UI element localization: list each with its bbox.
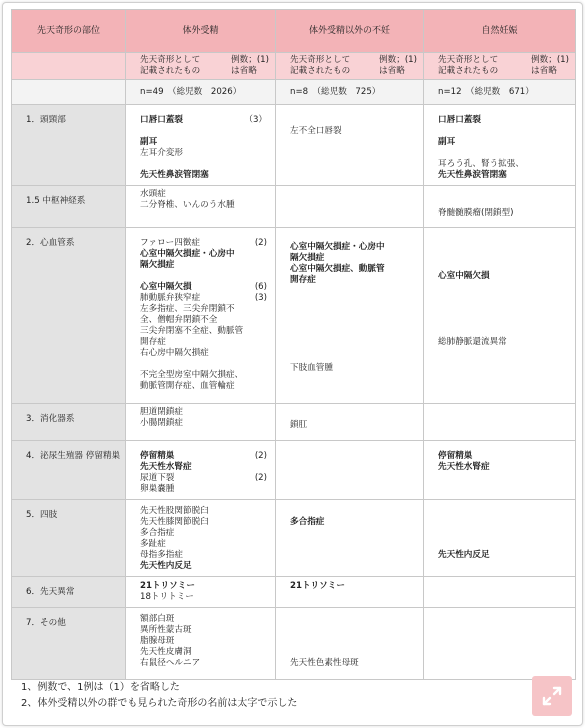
spacer [438,282,567,293]
anomaly-name: 先天性鼻涙管閉塞 [438,170,507,180]
cell-ivf [126,577,276,608]
anomaly-entry [140,528,267,539]
anomaly-entry [290,275,415,286]
cell-infertile [276,404,424,441]
header-natural: 自然妊娠 [424,10,576,53]
cell-ivf [126,441,276,500]
count-ivf-text: n=49 （総児数 2026） [140,86,242,97]
footnotes [21,680,297,712]
anomaly-name: 先天性股関節脱臼 [140,506,209,516]
anomaly-entry [140,625,267,636]
case-count: (2) [254,473,267,483]
subheader-a2: 記載されたもの [290,66,351,76]
anomaly-name: 21トリソミー [290,581,345,591]
anomaly-entry [140,539,267,550]
cell-natural [424,441,576,500]
subheader-b1: 例数；(1) [231,55,269,65]
subheader-a1: 先天奇形として [438,55,499,65]
anomaly-entry [438,137,567,148]
counts-row [12,80,576,105]
row-head-neck [12,105,576,186]
spacer [290,409,415,420]
anomaly-entry [438,159,567,170]
anomaly-entry [290,126,415,137]
count-infertile [276,80,424,105]
row-label: 1．頭頸部 [12,105,126,186]
subheader-a1: 先天奇形として [290,55,351,65]
cell-natural [424,186,576,228]
spacer [290,636,415,647]
row-label: 3．消化器系 [12,404,126,441]
spacer [438,238,567,249]
anomaly-name: 左不全口唇裂 [290,126,342,136]
anomaly-entry [140,658,267,669]
subheader-a1: 先天奇形として [140,55,201,65]
anomaly-entry [140,517,267,528]
cell-ivf [126,186,276,228]
subheader-empty [12,53,126,80]
spacer [140,126,267,137]
cell-ivf [126,105,276,186]
anomaly-entry [290,420,415,431]
expand-arrows-icon [540,684,564,708]
row-limbs [12,500,576,577]
anomaly-name: 開存症 [140,337,166,347]
anomaly-name: 口唇口蓋裂 [140,115,183,125]
anomaly-entry [140,484,267,495]
spacer [140,271,267,282]
cell-infertile [276,105,424,186]
anomaly-entry [438,451,567,462]
counts-empty [12,80,126,105]
row-label: 6．先天異常 [12,577,126,608]
cell-ivf [126,608,276,680]
footnote-2: 2、体外受精以外の群でも見られた奇形の名前は太字で示した [21,698,298,709]
subheader-a2: 記載されたもの [140,66,201,76]
anomaly-name: 先天性内反足 [140,561,192,571]
spacer [438,506,567,517]
anomaly-name: 心室中隔欠損症・心房中 [290,242,385,252]
row-label: 4．泌尿生殖器 停留精巣 [12,441,126,500]
anomaly-name: 心室中隔欠損 [438,271,490,281]
cell-natural [424,500,576,577]
cell-ivf [126,228,276,404]
anomaly-entry [140,189,267,200]
header-infertile: 体外受精以外の不妊 [276,10,424,53]
case-count: (6) [254,282,267,292]
count-natural [424,80,576,105]
anomaly-name: 水頭症 [140,189,166,199]
anomaly-name: 全、僧帽弁閉鎖不全 [140,315,218,325]
anomaly-name: 先天性内反足 [438,550,490,560]
anomaly-entry [140,315,267,326]
anomaly-name: 多合指症 [290,517,325,527]
anomaly-entry [140,260,267,271]
row-cardio [12,228,576,404]
case-count: （3） [244,115,267,125]
anomaly-entry [140,293,267,304]
spacer [140,159,267,170]
anomaly-name: 停留精巣 [140,451,175,461]
row-label: 1.5 中枢神経系 [12,186,126,228]
anomaly-entry [140,418,267,429]
case-count: (2) [254,451,267,461]
row-cns [12,186,576,228]
anomaly-entry [140,304,267,315]
anomaly-entry [438,462,567,473]
anomaly-name: 脊髄髄膜瘤(閉鎖型) [438,208,514,218]
cell-natural [424,404,576,441]
anomaly-entry [140,170,267,181]
spacer [290,319,415,330]
subheader-b1: 例数；(1) [379,55,417,65]
spacer [290,115,415,126]
anomaly-name: 右鼠径ヘルニア [140,658,201,668]
anomaly-name: 三尖弁閉塞不全症、動脈管 [140,326,244,336]
table-subheader-row [12,53,576,80]
spacer [438,517,567,528]
anomaly-name: 母指多指症 [140,550,183,560]
anomaly-name: 不完全型房室中隔欠損症、 [140,370,244,380]
spacer [438,260,567,271]
anomaly-name: 先天性水腎症 [438,462,490,472]
spacer [438,293,567,304]
anomaly-entry [290,253,415,264]
row-digestive [12,404,576,441]
anomaly-entry [140,238,267,249]
cell-infertile [276,608,424,680]
cell-ivf [126,500,276,577]
subheader-ivf [126,53,276,80]
cell-natural [424,228,576,404]
anomaly-entry [140,592,267,603]
count-natural-text: n=12 （総児数 671） [438,86,534,97]
count-infertile-text: n=8 （総児数 725） [290,86,381,97]
cell-natural [424,608,576,680]
anomaly-entry [140,370,267,381]
anomaly-entry [140,550,267,561]
anomaly-name: 脂腺母斑 [140,636,175,646]
anomaly-name: 肺動脈弁狭窄症 [140,293,201,303]
anomaly-entry [438,550,567,561]
anomaly-name: 先天性膝関節脱臼 [140,517,209,527]
anomaly-name: 動脈管開存症、血管輪症 [140,381,235,391]
spacer [438,126,567,137]
cell-infertile [276,441,424,500]
anomaly-entry [290,658,415,669]
anomaly-name: 先天性水腎症 [140,462,192,472]
spacer [290,330,415,341]
anomaly-name: 卵巣嚢腫 [140,484,175,494]
anomaly-name: 総肺静脈還流異常 [438,337,507,347]
cell-natural [424,105,576,186]
anomaly-name: 胆道閉鎖症 [140,407,183,417]
anomaly-entry [438,115,567,126]
anomaly-name: 下肢血管腫 [290,363,333,373]
anomaly-name: 停留精巣 [438,451,473,461]
cell-natural [424,577,576,608]
spacer [290,297,415,308]
anomaly-name: 鎖肛 [290,420,308,430]
anomaly-name: 心室中隔欠損症・心房中 [140,249,235,259]
spacer [290,625,415,636]
anomaly-entry [290,363,415,374]
spacer [438,197,567,208]
anomaly-name: 隔欠損症 [140,260,175,270]
cell-infertile [276,500,424,577]
anomaly-entry [140,348,267,359]
subheader-b2: は省略 [379,66,405,76]
row-label: 7．その他 [12,608,126,680]
subheader-b2: は省略 [231,66,257,76]
spacer [438,148,567,159]
anomaly-name: 隔欠損症 [290,253,325,263]
anomaly-entry [140,462,267,473]
row-other [12,608,576,680]
anomaly-name: 多合指症 [140,528,175,538]
anomaly-entry [140,282,267,293]
cell-infertile [276,577,424,608]
anomaly-entry [140,473,267,484]
row-chromosomal [12,577,576,608]
anomaly-entry [438,208,567,219]
row-uro [12,441,576,500]
anomaly-entry [290,517,415,528]
anomaly-name: 開存症 [290,275,316,285]
anomaly-name: 心室中隔欠損 [140,282,192,292]
table-header-row [12,10,576,53]
anomaly-entry [438,337,567,348]
case-count: (3) [254,293,267,303]
anomaly-name: 口唇口蓋裂 [438,115,481,125]
spacer [140,359,267,370]
anomaly-name: 先天性色素性母斑 [290,658,359,668]
anomaly-name: 先天性鼻涙管閉塞 [140,170,209,180]
anomaly-entry [140,337,267,348]
cell-ivf [126,404,276,441]
spacer [290,352,415,363]
anomaly-name: ファロー四徴症 [140,238,200,248]
spacer [290,286,415,297]
anomaly-table [11,9,576,680]
spacer [438,315,567,326]
anomaly-name: 21トリソミー [140,581,195,591]
spacer [290,308,415,319]
anomaly-name: 尿道下裂 [140,473,175,483]
spacer [438,539,567,550]
anomaly-entry [140,581,267,592]
anomaly-entry [140,506,267,517]
cell-infertile [276,228,424,404]
cell-infertile [276,186,424,228]
anomaly-entry [290,581,415,592]
expand-button[interactable] [532,676,572,716]
anomaly-entry [140,614,267,625]
anomaly-entry [140,636,267,647]
anomaly-entry [140,137,267,148]
anomaly-entry [140,200,267,211]
anomaly-name: 18トリトミー [140,592,194,602]
subheader-natural [424,53,576,80]
count-ivf [126,80,276,105]
anomaly-name: 副耳 [438,137,456,147]
anomaly-entry [140,249,267,260]
anomaly-name: 副耳 [140,137,158,147]
spacer [438,249,567,260]
footnote-1: 1、例数で、1例は（1）を省略した [21,682,180,693]
spacer [438,326,567,337]
anomaly-name: 小腸閉鎖症 [140,418,183,428]
anomaly-entry [290,264,415,275]
anomaly-entry [140,148,267,159]
anomaly-name: 異所性蒙古斑 [140,625,192,635]
row-label: 5．四肢 [12,500,126,577]
spacer [290,506,415,517]
anomaly-entry [290,242,415,253]
anomaly-name: 心室中隔欠損症、動脈管 [290,264,385,274]
anomaly-name: 多趾症 [140,539,166,549]
subheader-a2: 記載されたもの [438,66,499,76]
anomaly-entry [140,451,267,462]
anomaly-name: 先天性皮膚洞 [140,647,192,657]
anomaly-entry [140,561,267,572]
anomaly-entry [140,326,267,337]
anomaly-entry [140,647,267,658]
subheader-b1: 例数；(1) [531,55,569,65]
anomaly-name: 額部白斑 [140,614,175,624]
spacer [290,647,415,658]
anomaly-name: 左耳介変形 [140,148,183,158]
subheader-b2: は省略 [531,66,557,76]
anomaly-entry [140,115,267,126]
anomaly-name: 耳ろう孔、腎う拡張、 [438,159,524,169]
anomaly-name: 左多指症、三尖弁閉鎖不 [140,304,235,314]
header-ivf: 体外受精 [126,10,276,53]
anomaly-name: 右心房中隔欠損症 [140,348,209,358]
anomaly-name: 二分脊椎、いんのう水腫 [140,200,235,210]
anomaly-entry [438,271,567,282]
case-count: (2) [254,238,267,248]
anomaly-entry [140,381,267,392]
spacer [290,341,415,352]
header-site: 先天奇形の部位 [12,10,126,53]
subheader-infertile [276,53,424,80]
spacer [290,614,415,625]
anomaly-entry [140,407,267,418]
spacer [438,304,567,315]
anomaly-entry [438,170,567,181]
spacer [438,528,567,539]
row-label: 2．心血管系 [12,228,126,404]
